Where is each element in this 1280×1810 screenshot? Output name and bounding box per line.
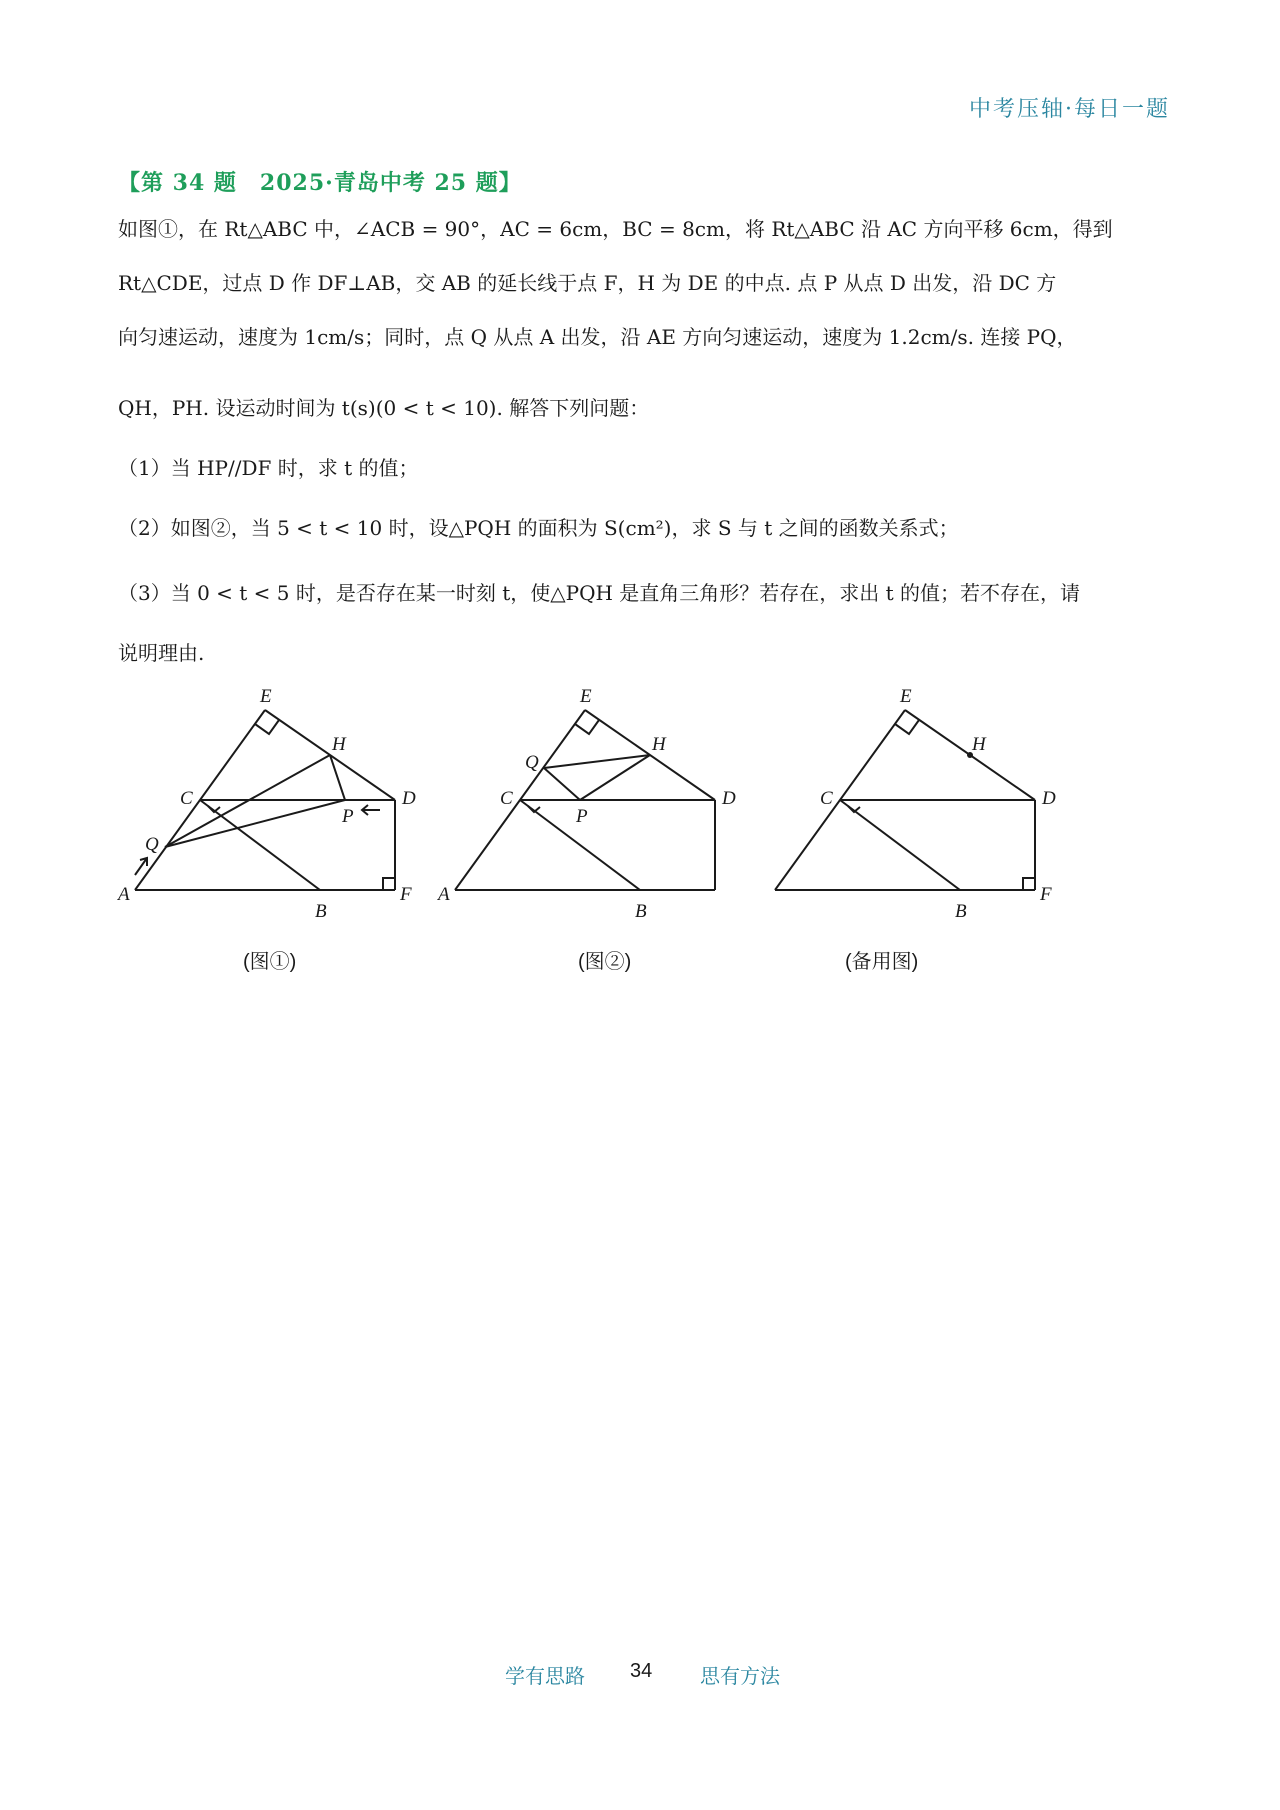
segment-CB — [840, 800, 960, 890]
question-2: （2）如图②，当 5 < t < 10 时，设△PQH 的面积为 S(cm²)，求 S 与 t 之间的函数关系式； — [118, 516, 959, 540]
figure-1 — [110, 680, 420, 930]
segment-CB — [200, 800, 320, 890]
problem-title: 【第 34 题 2025·青岛中考 25 题】 — [118, 170, 522, 196]
figure-1-caption: (图①) — [243, 951, 297, 973]
label-A: A — [438, 884, 450, 905]
label-H: H — [972, 734, 986, 755]
label-D: D — [1042, 788, 1056, 809]
label-E: E — [260, 686, 272, 707]
problem-line-4: QH，PH. 设运动时间为 t(s)(0 < t < 10). 解答下列问题： — [118, 396, 650, 420]
label-P: P — [576, 806, 588, 827]
right-angle-E — [575, 720, 599, 734]
label-F: F — [1040, 884, 1052, 905]
label-B: B — [955, 901, 967, 922]
label-H: H — [332, 734, 346, 755]
header-title: 中考压轴·每日一题 — [969, 97, 1170, 122]
problem-line-1: 如图①，在 Rt△ABC 中，∠ACB = 90°，AC = 6cm，BC = 8cm，将 Rt△ABC 沿 AC 方向平移 6cm，得到 — [118, 217, 1113, 241]
label-Q: Q — [525, 752, 539, 773]
right-angle-E — [255, 720, 279, 734]
right-angle-E — [895, 720, 919, 734]
problem-line-3: 向匀速运动，速度为 1cm/s；同时，点 Q 从点 A 出发，沿 AE 方向匀速运动，速度为 1.2cm/s. 连接 PQ， — [118, 325, 1077, 349]
right-angle-F — [383, 878, 395, 890]
label-H: H — [652, 734, 666, 755]
footer-right-text: 思有方法 — [700, 1664, 780, 1688]
figure-2-caption: (图②) — [578, 951, 632, 973]
right-angle-F — [1023, 878, 1035, 890]
right-angle-C — [208, 806, 220, 812]
figure-2 — [430, 680, 740, 930]
label-Q: Q — [145, 834, 159, 855]
label-D: D — [402, 788, 416, 809]
segment-QP — [544, 768, 580, 800]
label-P: P — [342, 806, 354, 827]
label-C: C — [180, 788, 193, 809]
page-number: 34 — [630, 1660, 653, 1682]
question-3-line-1: （3）当 0 < t < 5 时，是否存在某一时刻 t，使△PQH 是直角三角形？若存在，求出 t 的值；若不存在，请 — [118, 581, 1081, 605]
label-A: A — [118, 884, 130, 905]
right-angle-C — [528, 806, 540, 812]
label-D: D — [722, 788, 736, 809]
question-1: （1）当 HP//DF 时，求 t 的值； — [118, 456, 419, 480]
label-B: B — [635, 901, 647, 922]
label-C: C — [500, 788, 513, 809]
label-E: E — [580, 686, 592, 707]
label-E: E — [900, 686, 912, 707]
figure-3-caption: (备用图) — [845, 951, 919, 973]
right-angle-C — [848, 806, 860, 812]
label-C: C — [820, 788, 833, 809]
label-B: B — [315, 901, 327, 922]
segment-HP — [330, 755, 345, 800]
problem-line-2: Rt△CDE，过点 D 作 DF⊥AB，交 AB 的延长线于点 F，H 为 DE 的中点. 点 P 从点 D 出发，沿 DC 方 — [118, 271, 1057, 295]
footer-left-text: 学有思路 — [505, 1664, 585, 1688]
question-3-line-2: 说明理由. — [118, 641, 205, 665]
figure-3 — [750, 680, 1060, 930]
label-F: F — [400, 884, 412, 905]
